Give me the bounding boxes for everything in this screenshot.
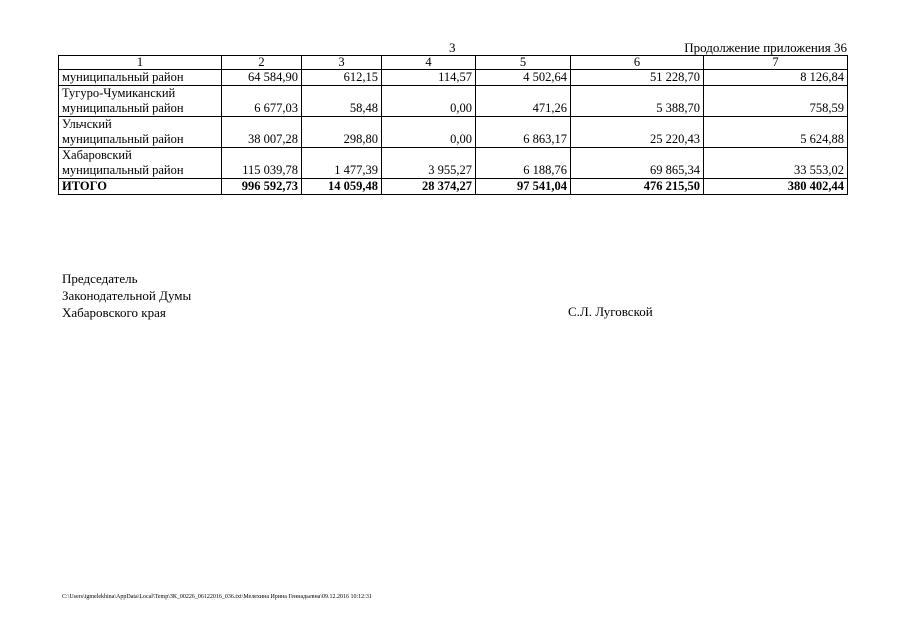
table-cell: 1 477,39 [302,148,382,179]
table-cell: 58,48 [302,86,382,117]
district-name [59,148,222,179]
table-cell: 115 039,78 [222,148,302,179]
table-cell: 51 228,70 [571,70,704,86]
table-row [59,117,848,148]
table-header-row [59,56,848,70]
signature-title [62,270,191,321]
district-name [59,86,222,117]
table-cell: 69 865,34 [571,148,704,179]
table-cell: 64 584,90 [222,70,302,86]
column-header: 7 [704,56,848,70]
signature-line: Председатель [62,271,138,286]
district-name-line2: муниципальный район [62,163,184,177]
table-cell: 6 677,03 [222,86,302,117]
total-cell: 380 402,44 [704,179,848,195]
table-cell: 758,59 [704,86,848,117]
continuation-label: Продолжение приложения 36 [684,40,847,55]
table-cell: 3 955,27 [382,148,476,179]
table-cell: 471,26 [476,86,571,117]
table-row [59,86,848,117]
table-cell: 6 863,17 [476,117,571,148]
district-name-line1: Тугуро-Чумиканский [62,86,176,100]
table-cell: 0,00 [382,86,476,117]
table-cell: 6 188,76 [476,148,571,179]
table-cell: 38 007,28 [222,117,302,148]
column-header: 2 [222,56,302,70]
table-cell: 298,80 [302,117,382,148]
district-name-line2: муниципальный район [62,70,184,84]
table-cell: 33 553,02 [704,148,848,179]
table-cell: 5 624,88 [704,117,848,148]
total-cell: 97 541,04 [476,179,571,195]
total-cell: 476 215,50 [571,179,704,195]
table-cell: 25 220,43 [571,117,704,148]
table-cell: 4 502,64 [476,70,571,86]
table-row [59,70,848,86]
column-header: 5 [476,56,571,70]
district-name-line1: Ульчский [62,117,112,131]
district-name [59,70,222,86]
total-cell: 14 059,48 [302,179,382,195]
table-cell: 612,15 [302,70,382,86]
signature-line: Хабаровского края [62,305,166,320]
district-name-line2: муниципальный район [62,132,184,146]
table-cell: 8 126,84 [704,70,848,86]
total-cell: 996 592,73 [222,179,302,195]
column-header: 3 [302,56,382,70]
district-name [59,117,222,148]
appendix-table [58,55,848,195]
total-cell: 28 374,27 [382,179,476,195]
footer-file-path: C:\Users\igmelekhina\AppData\Local\Temp\ЗК_00226_06122016_036.txt\Мелехина Ирина Геннадьевна\09.12.2016 10:12:31 [62,594,372,600]
table-cell: 0,00 [382,117,476,148]
column-header: 1 [59,56,222,70]
table-cell: 114,57 [382,70,476,86]
page-number: 3 [449,40,456,55]
column-header: 4 [382,56,476,70]
signature-line: Законодательной Думы [62,288,192,303]
total-row [59,179,848,195]
column-header: 6 [571,56,704,70]
district-name-line1: Хабаровский [62,148,132,162]
district-name-line2: муниципальный район [62,101,184,115]
total-label: ИТОГО [59,179,222,195]
table-row [59,148,848,179]
signatory-name: С.Л. Луговской [568,304,653,319]
table-cell: 5 388,70 [571,86,704,117]
